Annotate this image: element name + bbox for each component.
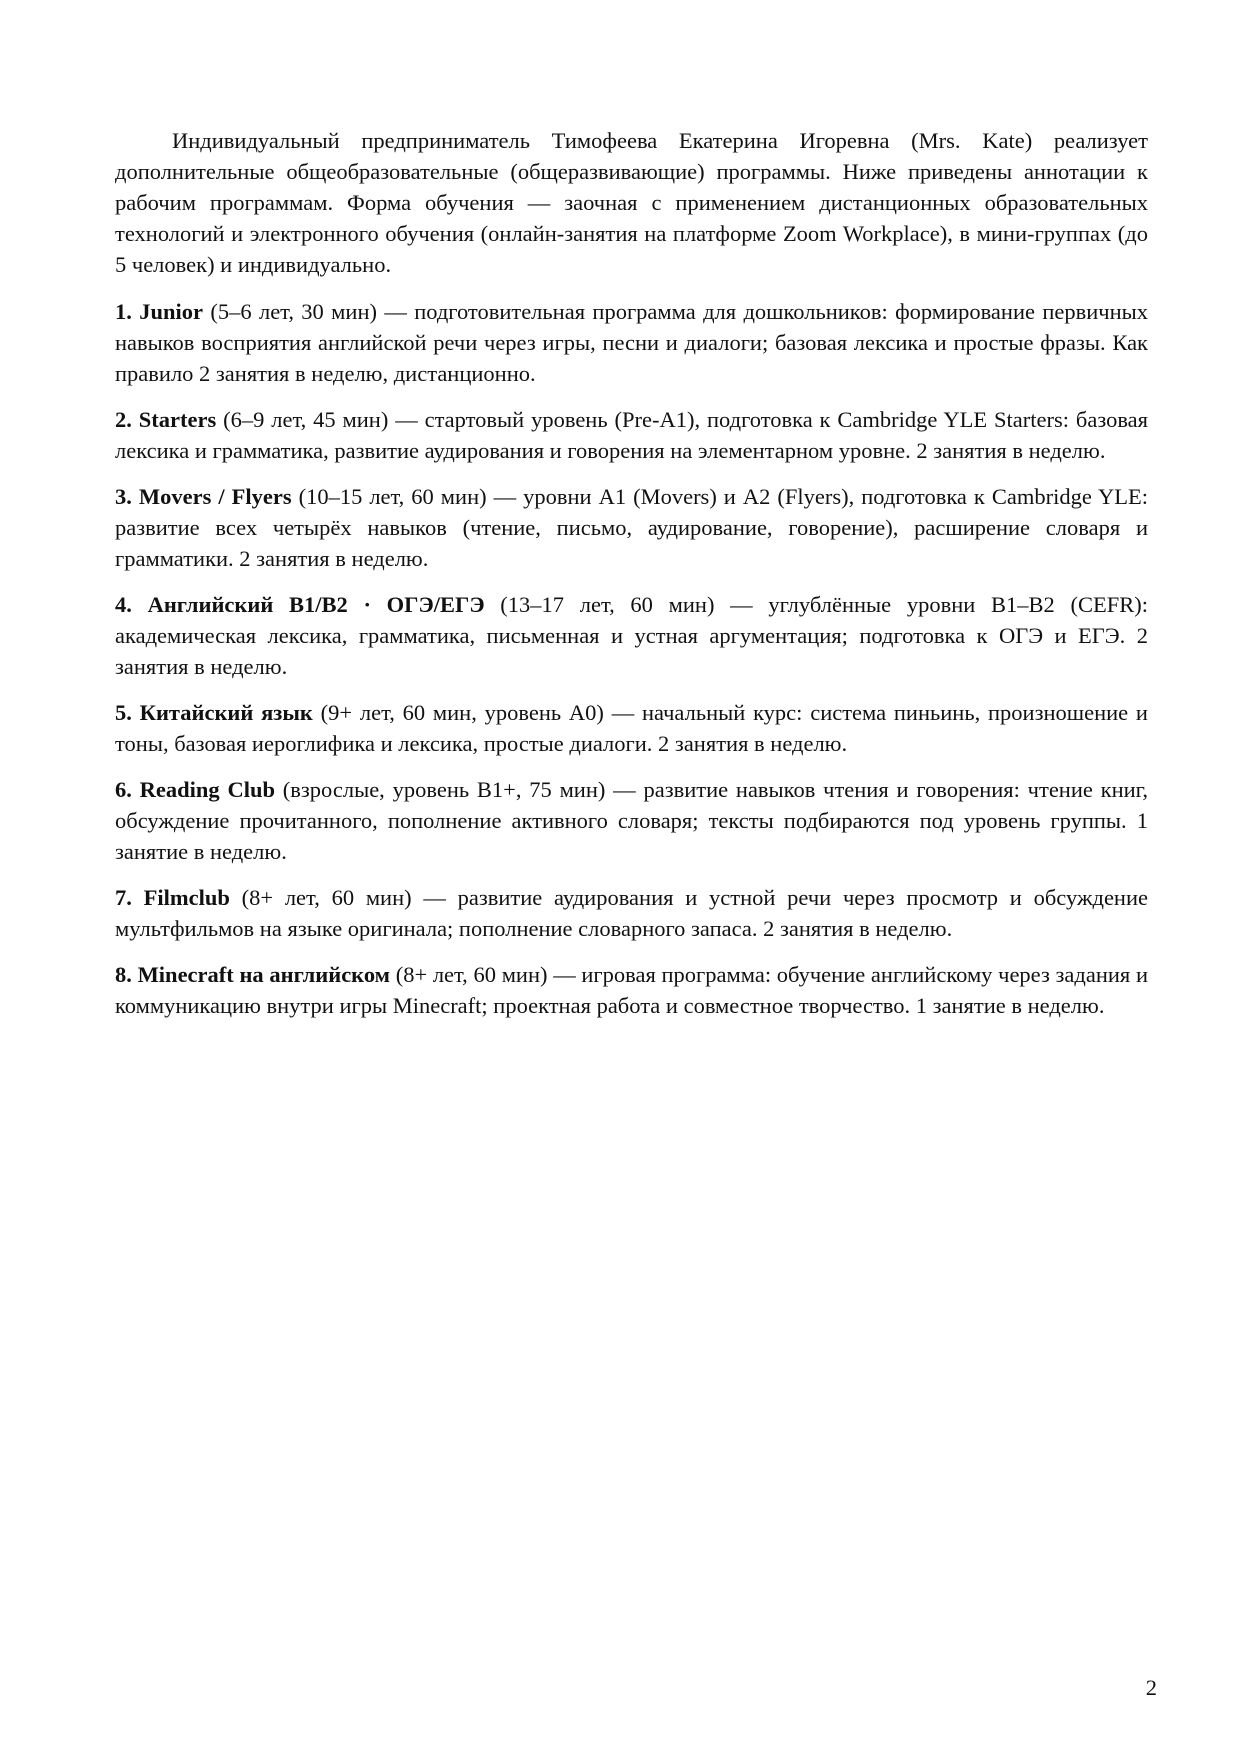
program-description: (5–6 лет, 30 мин) — подготовительная программа для дошкольников: формирование первичных навыков восприятия английской речи через игры, песни и диалоги; базовая лексика и простые фразы. Как правило 2 занятия в неделю, дистанционно. (115, 299, 1148, 386)
program-description: (10–15 лет, 60 мин) — уровни A1 (Movers) и A2 (Flyers), подготовка к Cambridge YLE: развитие всех четырёх навыков (чтение, письмо, аудирование, говорение), расширение словаря и грамматики. 2 занятия в неделю. (115, 484, 1148, 571)
program-description: (9+ лет, 60 мин, уровень A0) — начальный курс: система пиньинь, произношение и тоны, базовая иероглифика и лексика, простые диалоги. 2 занятия в неделю. (115, 700, 1148, 756)
program-description: (13–17 лет, 60 мин) — углублённые уровни B1–B2 (CEFR): академическая лексика, грамматика, письменная и устная аргументация; подготовка к ОГЭ и ЕГЭ. 2 занятия в неделю. (115, 592, 1148, 679)
program-minecraft (115, 959, 1148, 1021)
program-title: 7. Filmclub (115, 885, 230, 910)
program-starters (115, 404, 1148, 466)
program-reading-club (115, 774, 1148, 867)
program-movers-flyers (115, 481, 1148, 574)
page-number: 2 (1145, 1675, 1157, 1700)
program-title: 5. Китайский язык (115, 700, 313, 725)
program-english-b1-b2 (115, 589, 1148, 682)
program-description: (8+ лет, 60 мин) — развитие аудирования и устной речи через просмотр и обсуждение мультфильмов на языке оригинала; пополнение словарного запаса. 2 занятия в неделю. (115, 885, 1148, 941)
program-title: 4. Английский B1/B2 · ОГЭ/ЕГЭ (115, 592, 485, 617)
program-title: 6. Reading Club (115, 777, 275, 802)
page-content (115, 125, 1148, 1036)
program-filmclub (115, 882, 1148, 944)
program-chinese (115, 697, 1148, 759)
program-junior (115, 296, 1148, 389)
program-description: (взрослые, уровень B1+, 75 мин) — развитие навыков чтения и говорения: чтение книг, обсуждение прочитанного, пополнение активного словаря; тексты подбираются под уровень группы. 1 занятие в неделю. (115, 777, 1148, 864)
intro-paragraph: Индивидуальный предприниматель Тимофеева Екатерина Игоревна (Mrs. Kate) реализует дополнительные общеобразовательные (общеразвивающие) программы. Ниже приведены аннотации к рабочим программам. Форма обучения — заочная с применением дистанционных образовательных технологий и электронного обучения (онлайн-занятия на платформе Zoom Workplace), в мини-группах (до 5 человек) и индивидуально. (115, 128, 1148, 277)
program-description: (6–9 лет, 45 мин) — стартовый уровень (Pre-A1), подготовка к Cambridge YLE Starters: базовая лексика и грамматика, развитие аудирования и говорения на элементарном уровне. 2 занятия в неделю. (115, 407, 1149, 463)
program-title: 2. Starters (115, 407, 217, 432)
program-title: 8. Minecraft на английском (115, 962, 391, 987)
program-description: (8+ лет, 60 мин) — игровая программа: обучение английскому через задания и коммуникацию внутри игры Minecraft; проектная работа и совместное творчество. 1 занятие в неделю. (115, 962, 1148, 1018)
program-title: 1. Junior (115, 299, 203, 324)
program-title: 3. Movers / Flyers (115, 484, 292, 509)
